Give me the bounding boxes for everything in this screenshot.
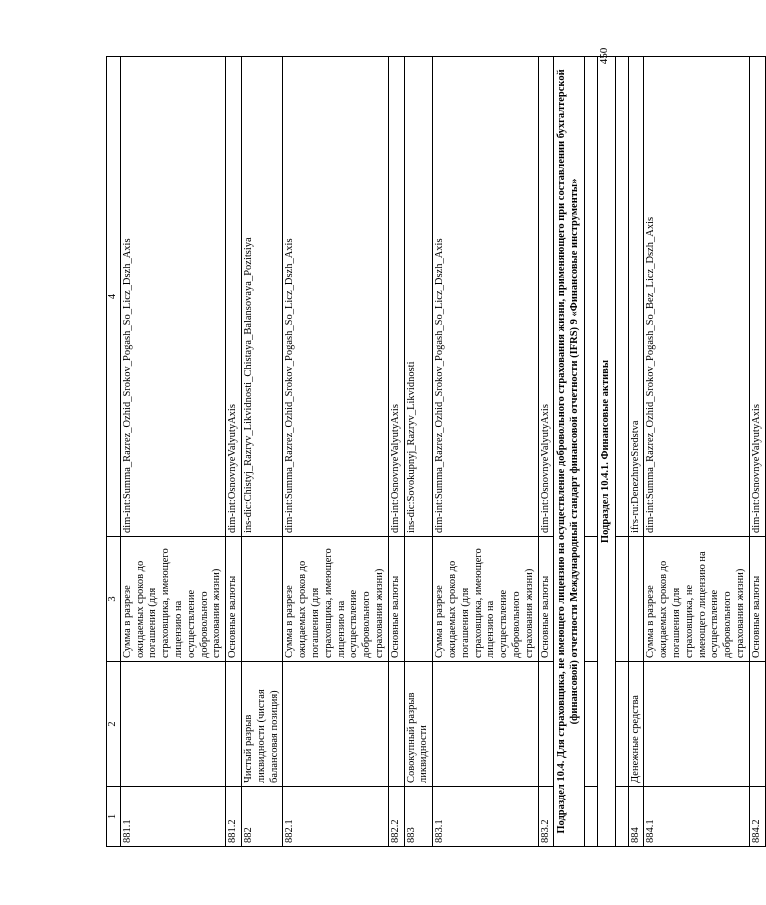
column-header: 3 (107, 537, 121, 662)
subsection-heading-row (597, 57, 615, 847)
blank-cell (584, 787, 597, 847)
row-name (388, 662, 404, 787)
row-number: 882.1 (283, 787, 388, 847)
row-code: ifrs-ru:DenezhnyeSredstva (628, 57, 644, 537)
row-code: dim-int:OsnovnyeValyutyAxis (538, 57, 554, 537)
subsection-heading: Подраздел 10.4.1. Финансовые активы (597, 57, 615, 847)
row-name: Совокупный разрыв ликвидности (404, 662, 433, 787)
row-description: Основные валюты (226, 537, 242, 662)
table-row (644, 57, 749, 847)
row-description: Сумма в разрезе ожидаемых сроков до погашения (для страховщика, не имеющего лицензию на осуществление добровольного страхования жизни) (644, 537, 749, 662)
row-code: dim-int:OsnovnyeValyutyAxis (749, 57, 765, 537)
blank-cell (584, 662, 597, 787)
table-row (283, 57, 388, 847)
row-number: 884 (628, 787, 644, 847)
row-name (644, 662, 749, 787)
row-name (120, 662, 225, 787)
row-name (538, 662, 554, 787)
rotated-landscape-page (106, 57, 762, 847)
blank-cell (584, 57, 597, 537)
column-header-row (107, 57, 121, 847)
row-number: 881.1 (120, 787, 225, 847)
table-row (749, 57, 765, 847)
section-heading-row (554, 57, 585, 847)
page-number: 450 (598, 47, 610, 65)
column-header: 4 (107, 57, 121, 537)
section-heading: Подраздел 10.4. Для страховщика, не имеющего лицензию на осуществление добровольного страхования жизни, применяющего при составлении бухгалтерской (финансовой) отчетности Международный стандарт финансовой отчетности (IFRS) 9 «Финансовые инструменты» (554, 57, 585, 847)
row-description (241, 537, 282, 662)
row-number: 883.2 (538, 787, 554, 847)
table-row (120, 57, 225, 847)
table-row (241, 57, 282, 847)
row-code: dim-int:Summa_Razrez_Ozhid_Srokov_Pogash_So_Bez_Licz_Dszh_Axis (644, 57, 749, 537)
row-name (226, 662, 242, 787)
blank-cell (615, 787, 628, 847)
row-code: ins-dic:Sovokupnyj_Razryv_Likvidnosti (404, 57, 433, 537)
row-description (628, 537, 644, 662)
table-row (388, 57, 404, 847)
row-code: dim-int:Summa_Razrez_Ozhid_Srokov_Pogash_So_Licz_Dszh_Axis (283, 57, 388, 537)
table-row (404, 57, 433, 847)
row-description: Основные валюты (749, 537, 765, 662)
row-name: Денежные средства (628, 662, 644, 787)
row-number: 882 (241, 787, 282, 847)
row-number: 884.2 (749, 787, 765, 847)
row-description: Основные валюты (538, 537, 554, 662)
blank-cell (615, 57, 628, 537)
row-number: 882.2 (388, 787, 404, 847)
table-row (538, 57, 554, 847)
row-name (749, 662, 765, 787)
table-row (226, 57, 242, 847)
row-number: 881.2 (226, 787, 242, 847)
blank-cell (584, 537, 597, 662)
blank-cell (615, 662, 628, 787)
row-description: Сумма в разрезе ожидаемых сроков до погашения (для страховщика, имеющего лицензию на осуществление добровольного страхования жизни) (120, 537, 225, 662)
classification-table (106, 56, 766, 847)
row-description: Сумма в разрезе ожидаемых сроков до погашения (для страховщика, имеющего лицензию на осуществление добровольного страхования жизни) (283, 537, 388, 662)
blank-row (615, 57, 628, 847)
row-code: dim-int:Summa_Razrez_Ozhid_Srokov_Pogash_So_Licz_Dszh_Axis (120, 57, 225, 537)
column-header: 2 (107, 662, 121, 787)
row-name (433, 662, 538, 787)
row-number: 883.1 (433, 787, 538, 847)
blank-cell (615, 537, 628, 662)
row-description: Сумма в разрезе ожидаемых сроков до погашения (для страховщика, имеющего лицензию на осуществление добровольного страхования жизни) (433, 537, 538, 662)
row-code: ins-dic:Chistyj_Razryv_Likvidnosti_Chistaya_Balansovaya_Pozitsiya (241, 57, 282, 537)
table-row (628, 57, 644, 847)
row-code: dim-int:OsnovnyeValyutyAxis (226, 57, 242, 537)
row-name (283, 662, 388, 787)
row-name: Чистый разрыв ликвидности (чистая балансовая позиция) (241, 662, 282, 787)
row-code: dim-int:OsnovnyeValyutyAxis (388, 57, 404, 537)
row-description: Основные валюты (388, 537, 404, 662)
table-row (433, 57, 538, 847)
row-number: 883 (404, 787, 433, 847)
row-number: 884.1 (644, 787, 749, 847)
column-header: 1 (107, 787, 121, 847)
row-description (404, 537, 433, 662)
row-code: dim-int:Summa_Razrez_Ozhid_Srokov_Pogash_So_Licz_Dszh_Axis (433, 57, 538, 537)
blank-row (584, 57, 597, 847)
